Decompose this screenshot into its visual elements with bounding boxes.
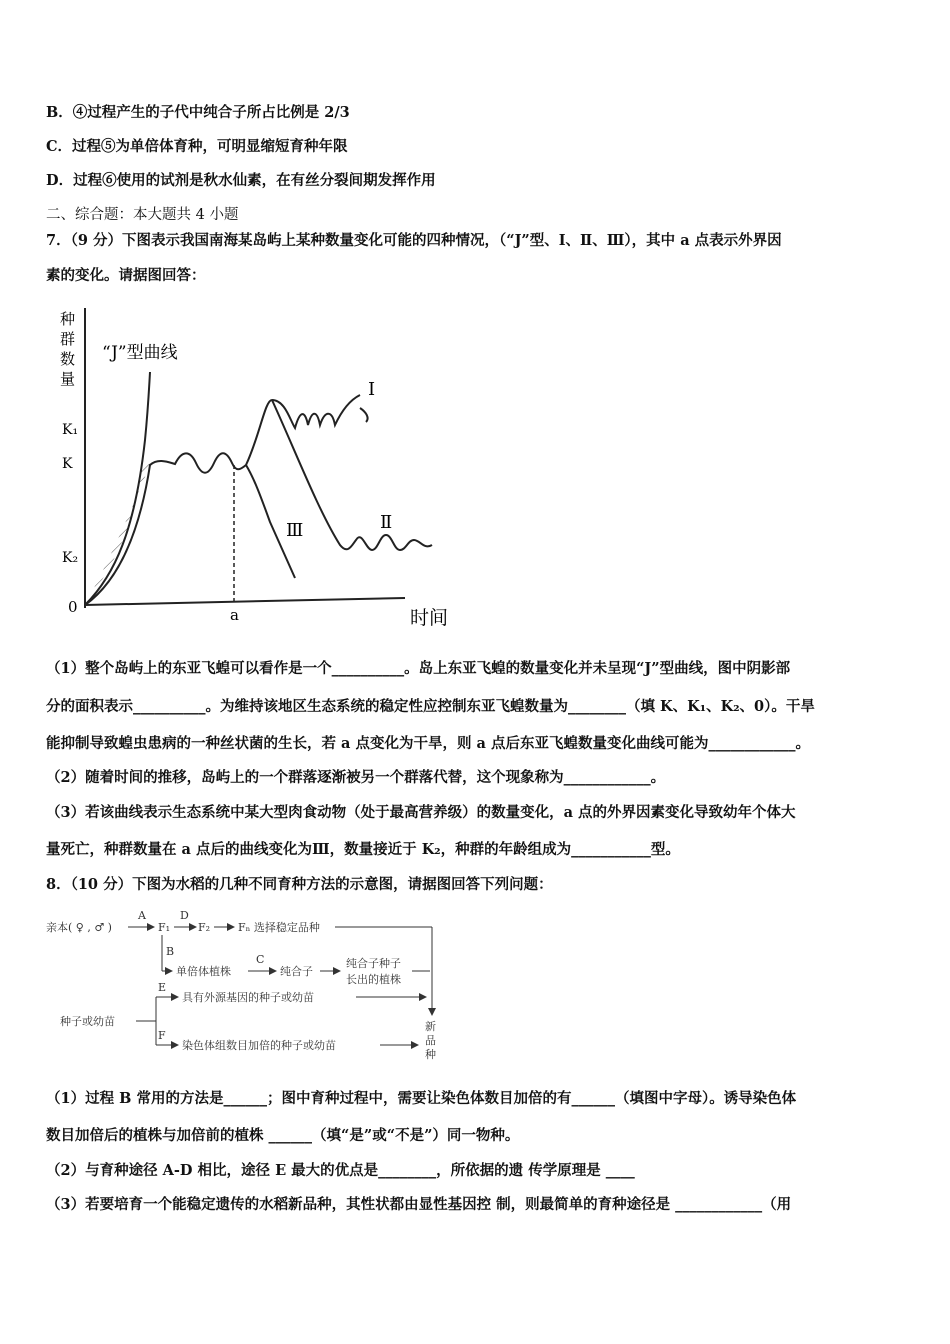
new-variety-2: 品 [425,1034,436,1047]
label-b: B [166,945,175,958]
k2-label: K₂ [62,550,79,566]
label-e: E [158,981,167,994]
pure-label: 纯合子 [280,965,313,978]
new-variety-1: 新 [425,1020,436,1033]
label-a: A [138,909,146,922]
q8-sub3: （3）若要培育一个能稳定遗传的水稻新品种，其性状都由显性基因控 制，则最简单的育种途径是 ____________（用 [46,1196,792,1213]
curve-ii-label: Ⅱ [380,512,393,533]
fn-label: Fₙ 选择稳定品种 [238,921,320,934]
breeding-diagram [40,905,460,1065]
q7-sub1-line3: 能抑制导致蝗虫患病的一种丝状菌的生长，若 a 点变化为干旱，则 a 点后东亚飞蝗数量变化曲线可能为____________。 [46,735,810,752]
q7-sub1-line1: （1）整个岛屿上的东亚飞蝗可以看作是一个__________。岛上东亚飞蝗的数量变化并未呈现“J”型曲线，图中阴影部 [46,660,791,677]
f1-label: F₁ [158,921,171,934]
q8-stem: 8．（10 分）下图为水稻的几种不同育种方法的示意图，请据图回答下列问题： [46,876,553,893]
parent-label: 亲本( ♀ , ♂ ) [46,921,112,934]
s-curve [85,453,246,605]
y-label-2: 群 [60,330,76,348]
q7-stem-line1: 7．（9 分）下图表示我国南海某岛屿上某种数量变化可能的四种情况，（“J”型、Ⅰ、Ⅱ、Ⅲ），其中 a 点表示外界因 [46,232,782,249]
option-c: C．过程⑤为单倍体育种，可明显缩短育种年限 [46,138,348,155]
curve-i-label: Ⅰ [368,379,376,400]
q7-stem-line2: 素的变化。请据图回答： [46,267,206,284]
j-curve-label: “J”型曲线 [102,343,178,363]
e-text: 具有外源基因的种子或幼苗 [182,991,314,1004]
origin-label: 0 [68,598,78,616]
pure-seed-line2: 长出的植株 [346,973,401,986]
q7-sub2: （2）随着时间的推移，岛屿上的一个群落逐渐被另一个群落代替，这个现象称为____________。 [46,769,666,786]
label-f: F [158,1029,166,1042]
f2-label: F₂ [198,921,211,934]
seed-label: 种子或幼苗 [60,1015,115,1028]
section-title: 二、综合题：本大题共 4 小题 [46,207,239,223]
new-variety-3: 种 [425,1048,436,1061]
a-label: a [230,606,239,624]
label-c: C [256,953,265,966]
curve-i [246,395,360,465]
q8-sub1-line1: （1）过程 B 常用的方法是______；图中育种过程中，需要让染色体数目加倍的有______（填图中字母）。诱导染色体 [46,1090,797,1107]
curve-iii-label: Ⅲ [286,520,304,541]
haploid-label: 单倍体植株 [176,965,231,978]
label-d: D [180,909,189,922]
x-axis-label: 时间 [410,607,449,629]
pure-seed-line1: 纯合子种子 [346,957,401,970]
q7-sub1-line2: 分的面积表示__________。为维持该地区生态系统的稳定性应控制东亚飞蝗数量为________（填 K、K₁、K₂、0）。干旱 [46,698,815,715]
f-text: 染色体组数目加倍的种子或幼苗 [182,1039,336,1052]
q7-sub3-line1: （3）若该曲线表示生态系统中某大型肉食动物（处于最高营养级）的数量变化，a 点的外界因素变化导致幼年个体大 [46,804,796,821]
x-axis [85,598,405,605]
shaded-area [85,460,150,605]
y-label-3: 数 [60,350,76,368]
q7-sub3-line2: 量死亡，种群数量在 a 点后的曲线变化为Ⅲ，数量接近于 K₂，种群的年龄组成为___________型。 [46,841,680,858]
option-b: B．④过程产生的子代中纯合子所占比例是 2/3 [46,104,350,121]
q8-sub2: （2）与育种途径 A-D 相比，途径 E 最大的优点是________，所依据的遗 传学原理是 ____ [46,1162,635,1179]
population-curve-figure [50,300,470,635]
k-label: K [62,456,73,472]
curve-i-tail [360,408,368,422]
k1-label: K₁ [62,422,79,438]
y-label-4: 量 [60,370,76,388]
y-label-1: 种 [60,310,76,328]
option-d: D．过程⑥使用的试剂是秋水仙素，在有丝分裂间期发挥作用 [46,172,436,189]
q8-sub1-line2: 数目加倍后的植株与加倍前的植株 ______（填“是”或“不是”）同一物种。 [46,1127,520,1144]
